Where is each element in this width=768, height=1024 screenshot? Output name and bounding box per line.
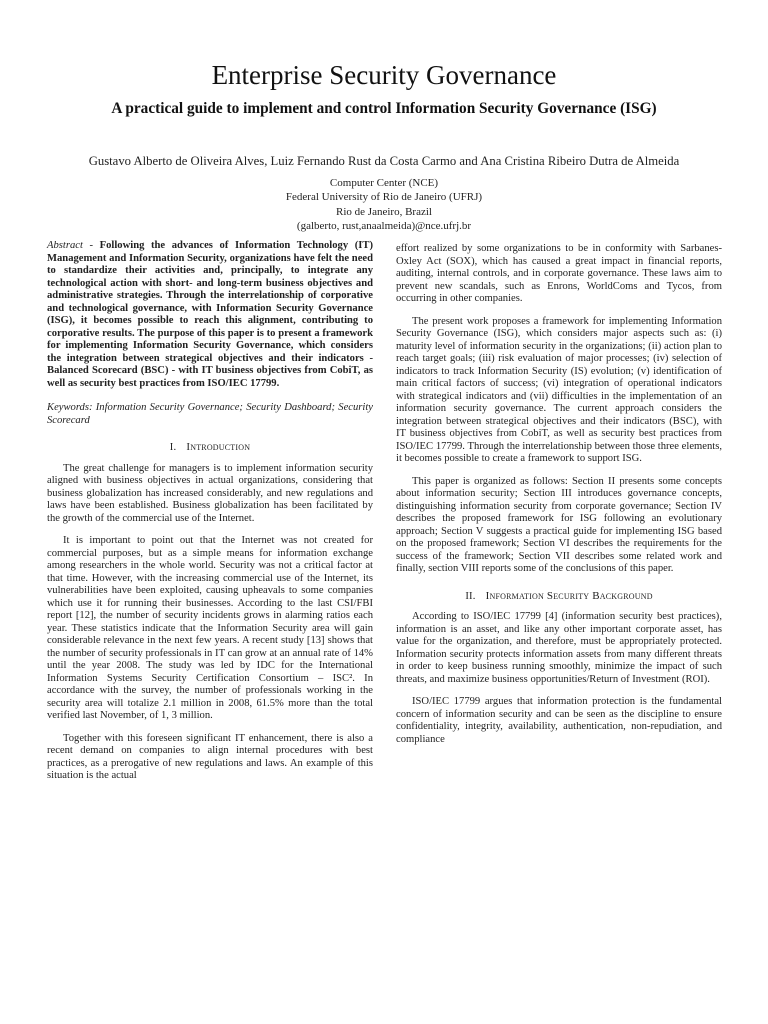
affiliation-email: (galberto, rust,anaalmeida)@nce.ufrj.br [296, 219, 472, 232]
section-heading-background [396, 590, 722, 604]
affiliation-block [30, 176, 738, 233]
affiliation-line: Federal University of Rio de Janeiro (UFRJ) [285, 191, 483, 204]
paragraph: Together with this foreseen significant IT enhancement, there is also a recent demand on companies to align internal procedures with best practices, as a prerogative of new regulations and laws. An example of this situation is the actual [47, 732, 373, 781]
paper-title: Enterprise Security Governance [211, 60, 557, 90]
abstract-label: Abstract - [47, 240, 100, 251]
section-title: Information Security Background [485, 589, 653, 602]
author-list: Gustavo Alberto de Oliveira Alves, Luiz Fernando Rust da Costa Carmo and Ana Cristina Ribeiro Dutra de Almeida [88, 154, 680, 168]
keywords: Keywords: Information Security Governance; Security Dashboard; Security Scorecard [47, 402, 373, 426]
section-title: Introduction [186, 441, 251, 453]
section-heading-introduction [47, 441, 373, 455]
affiliation-line: Rio de Janeiro, Brazil [336, 205, 432, 218]
paragraph: The great challenge for managers is to implement information security aligned with business objectives in actual organizations, considering that business globalization has increased considerably, and new regulations and laws have been established. Business globalization has been facilitated by the growth of the commercial use of the Internet. [47, 462, 373, 524]
paragraph: According to ISO/IEC 17799 [4] (information security best practices), information is an asset, and like any other important corporate asset, has value for the organization, and therefore, must be appropriately protected. Information security protects information assets from many different threats in order to keep business running smoothly, minimize the impact of such threats, and maximize business opportunities/Return of Investment (ROI). [396, 611, 722, 685]
paragraph: effort realized by some organizations to be in conformity with Sarbanes-Oxley Act (SOX), which has caused a great impact in financial reports, auditing, internal controls, and in corporate governance. These laws aim to prevent new scandals, such as Enrons, WorldComs and Tycos, from occurring in other companies. [396, 243, 722, 304]
abstract-text: Following the advances of Information Technology (IT) Management and Information Security, organizations have felt the need to standardize their activities and, principally, to integrate any technological action with short- and long-term business objectives and administrative strategies. Through the interrelationship of corporative and technological governance, with Information Security Governance (ISG), it becomes possible to reach this alignment, contributing to corporative results. The purpose of this paper is to present a framework for implementing Information Security Governance, which considers the integration between strategical objectives and their indicators - Balanced Scorecard (BSC) - with IT business objectives from CobiT, as well as security best practices from ISO/IEC 17799. [47, 240, 373, 389]
paper-header [30, 60, 738, 118]
right-column [396, 243, 722, 756]
section-number: I. [169, 442, 177, 453]
paragraph: This paper is organized as follows: Section II presents some concepts about information security; Section III introduces governance concepts, distinguishing information security from corporate governance; Section IV describes the proposed framework for ISG following an evolutionary approach; Section V suggests a practical guide for implementing ISG based on the proposed framework; Section VI describes the requirements for the success of the framework; Section VII describes some related work and finally, section VIII reports some of the conclusions of this paper. [396, 475, 722, 574]
abstract [47, 240, 373, 390]
paragraph: The present work proposes a framework for implementing Information Security Governance (ISG), which considers major aspects such as: (i) maturity level of information security in the organizations; (ii) action plan to reach target goals; (iii) risk evaluation of major processes; (iv) selection of indicators to track Information Security (IS) evolution; (v) identification of main critical factors of success; (vi) integration of operational indicators with strategical indicators and (vii) difficulties in the implementation of an information security governance. The current approach considers the integration between strategical objectives and their indicators (BSC), with IT business objectives from CobiT, as well as security best practices from ISO/IEC 17799. Through the interrelationship between those three elements, it becomes possible to create a framework to support ISG. [396, 315, 722, 464]
affiliation-line: Computer Center (NCE) [329, 177, 439, 189]
left-column [47, 240, 373, 793]
paragraph: ISO/IEC 17799 argues that information protection is the fundamental concern of information security and can be seen as the discipline to ensure confidentiality, integrity, availability, authentication, non-repudiation, and compliance [396, 696, 722, 745]
paper-subtitle: A practical guide to implement and control Information Security Governance (ISG) [111, 100, 657, 118]
paragraph: It is important to point out that the Internet was not created for commercial purposes, but as a simple means for information exchange among researchers in the whole world. Security was not a critical factor at that time. However, with the increasing commercial use of the Internet, its vulnerabilities have been exploited, causing upheavals to some companies which use it for running their businesses. According to the last CSI/FBI report [12], the number of security incidents grows in alarming ratios each year. These statistics indicate that the Information Security area will gain considerable relevance in the next few years. A recent study [13] shows that the number of security professionals in IT can grow at an annual rate of 14% until the year 2008. The study was led by IDC for the International Information Systems Security Certification Consortium – ISC². In accordance with the survey, the number of professionals working in the security area will totalize 2.1 million in 2008, 61.5% more than the total verified last November, of 1, 3 million. [47, 535, 373, 721]
section-number: II. [465, 590, 476, 602]
